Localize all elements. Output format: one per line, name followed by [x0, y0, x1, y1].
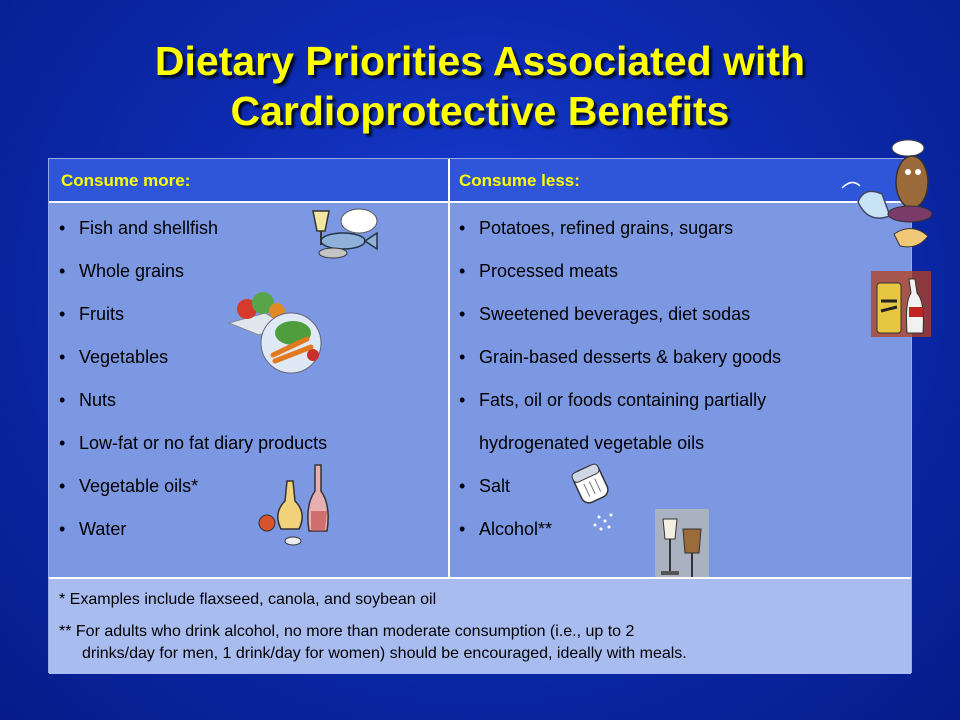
item-text: Potatoes, refined grains, sugars: [479, 218, 734, 238]
bullet: •: [459, 347, 466, 367]
list-item: [49, 389, 327, 432]
footnote-alcohol-line-2: drinks/day for men, 1 drink/day for women) should be encouraged, ideally with meals.: [82, 645, 687, 662]
item-text: Nuts: [79, 390, 117, 410]
bullet: •: [459, 476, 466, 496]
fruit-vegetable-clipart-icon: [225, 285, 333, 375]
table-header-row: [49, 159, 911, 203]
bullet: •: [459, 390, 466, 410]
list-item: [449, 346, 781, 389]
slide-title: [0, 36, 960, 136]
table-footnotes: [49, 577, 911, 674]
bullet: •: [459, 218, 466, 238]
bullet: •: [59, 390, 66, 410]
item-text: Fats, oil or foods containing partially: [479, 390, 767, 410]
bullet: •: [59, 347, 66, 367]
list-item: [49, 217, 327, 260]
title-line-2: Cardioprotective Benefits: [230, 88, 730, 134]
item-text: Alcohol**: [479, 519, 553, 539]
item-text: Fruits: [79, 304, 124, 324]
bullet: •: [459, 261, 466, 281]
bullet: •: [59, 304, 66, 324]
title-line-1: Dietary Priorities Associated with: [154, 38, 806, 84]
list-item: [449, 260, 781, 303]
potato-chef-clipart-icon: [838, 138, 942, 256]
item-text: Whole grains: [79, 261, 185, 281]
bullet: •: [459, 304, 466, 324]
column-divider: [448, 159, 450, 577]
fish-clipart-icon: [299, 203, 385, 263]
bullet: •: [459, 519, 466, 539]
dietary-table: [48, 158, 912, 673]
item-text: Grain-based desserts & bakery goods: [479, 347, 782, 367]
consume-more-header: Consume more:: [61, 171, 191, 190]
bullet: •: [59, 476, 66, 496]
list-item: [449, 389, 781, 432]
item-text: Fish and shellfish: [79, 218, 219, 238]
salt-shaker-clipart-icon: [571, 463, 627, 533]
item-text: Sweetened beverages, diet sodas: [479, 304, 751, 324]
soda-cans-clipart-icon: [871, 271, 931, 337]
item-text: Vegetable oils*: [79, 476, 199, 496]
consume-less-header: Consume less:: [459, 171, 580, 190]
bullet: •: [59, 261, 66, 281]
item-text: Vegetables: [79, 347, 169, 367]
item-text: Low-fat or no fat diary products: [79, 433, 328, 453]
bullet: •: [59, 433, 66, 453]
list-item: [449, 217, 781, 260]
list-item: [449, 303, 781, 346]
footnote-alcohol-line-1: ** For adults who drink alcohol, no more than moderate consumption (i.e., up to 2: [59, 623, 635, 640]
table-body-row: [49, 203, 911, 577]
item-text: Water: [79, 519, 127, 539]
item-text: Salt: [479, 476, 511, 496]
oil-bottles-clipart-icon: [257, 461, 339, 551]
bullet: •: [59, 218, 66, 238]
item-text: Processed meats: [479, 261, 619, 281]
footnote-oils: * Examples include flaxseed, canola, and soybean oil: [59, 591, 437, 608]
bullet: •: [59, 519, 66, 539]
item-text: hydrogenated vegetable oils: [479, 433, 705, 453]
